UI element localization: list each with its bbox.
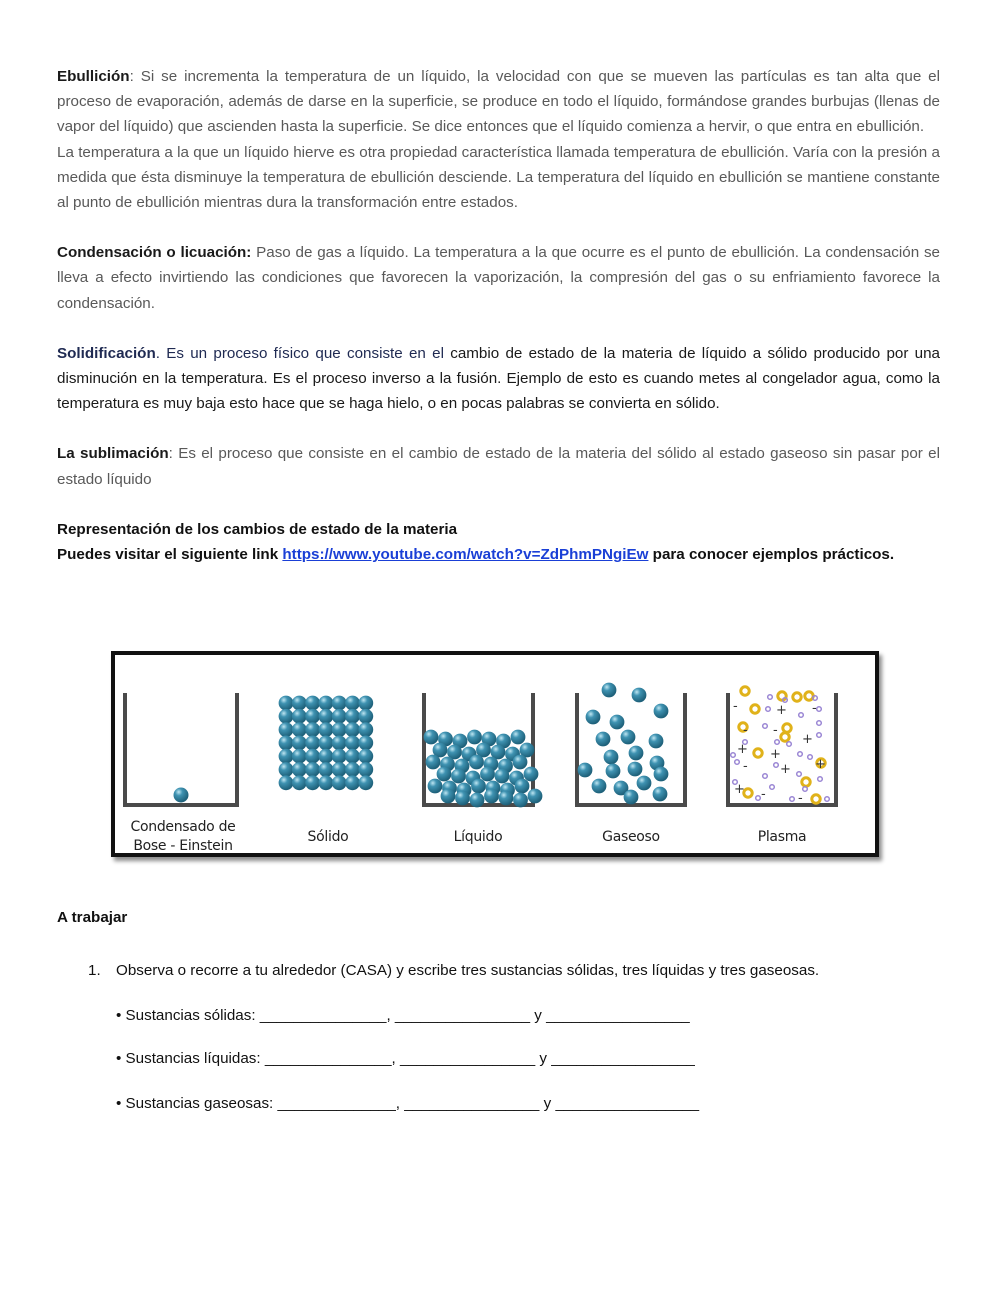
svg-text:-: - [743, 723, 748, 738]
youtube-link[interactable]: https://www.youtube.com/watch?v=ZdPhmPNgiEw [282, 546, 649, 564]
solid-particle-grid [279, 696, 374, 791]
term-solidificacion: Solidificación [57, 344, 156, 362]
paragraph-ebullicion: Ebullición: Si se incrementa la temperatura de un líquido, la velocidad con que se mueven las partículas es tan alta que el proceso de evaporación, además de darse en la superficie, se produce en todo el líquido, formándose grandes burbujas (llenas de vapor del líquido) que ascienden hasta la superficie. Se dice entonces que el líquido comienza a hervir, o que entra en ebullición. [57, 68, 940, 136]
activity-section [57, 905, 940, 1112]
svg-text:-: - [812, 701, 817, 716]
container-liquid [424, 693, 543, 807]
container-gas [577, 683, 685, 805]
answer-liquid-substances[interactable]: • Sustancias líquidas: _______________, ________________ y _________________ [116, 1050, 695, 1067]
svg-text:+: + [737, 742, 748, 757]
svg-text:-: - [761, 787, 766, 802]
container-bose-einstein [125, 693, 237, 805]
paragraph-condensacion: Condensación o licuación: Paso de gas a líquido. La temperatura a la que ocurre es el punto de ebullición. La condensación se lleva a efecto invirtiendo las condiciones que favorecen la vaporización, la compresión del gas o su enfriamiento favorece la condensación. [57, 244, 940, 312]
svg-text:-: - [743, 759, 748, 774]
paragraph-ebullicion-temperature: La temperatura a la que un líquido hierve es otra propiedad característica llamada temperatura de ebullición. Varía con la presión a medida que ésta disminuye la temperatura de ebullición desciende. La temperatura del líquido en ebullición se mantiene constante al punto de ebullición mientras dura la transformación entre estados. [57, 143, 940, 212]
svg-text:+: + [770, 747, 781, 762]
svg-text:+: + [802, 732, 813, 747]
states-of-matter-figure [111, 651, 879, 857]
svg-text:+: + [780, 762, 791, 777]
activity-title: A trabajar [57, 909, 128, 926]
term-ebullicion: Ebullición [57, 68, 130, 85]
label-plasma: Plasma [757, 829, 807, 845]
answer-gas-substances[interactable]: • Sustancias gaseosas: ______________, ________________ y _________________ [116, 1095, 700, 1112]
container-plasma [728, 687, 836, 806]
svg-text:-: - [798, 791, 803, 806]
svg-text:+: + [815, 757, 826, 772]
answer-solid-substances[interactable]: • Sustancias sólidas: _______________, ________________ y _________________ [116, 1007, 690, 1024]
term-condensacion: Condensación o licuación: [57, 244, 257, 262]
paragraph-sublimacion: La sublimación: Es el proceso que consiste en el cambio de estado de la materia del sólido al estado gaseoso sin pasar por el estado líquido [57, 445, 940, 488]
term-sublimacion: La sublimación [57, 445, 169, 463]
label-gas: Gaseoso [602, 829, 660, 845]
label-liquid: Líquido [453, 829, 503, 845]
svg-text:-: - [733, 699, 738, 714]
heading-representacion: Representación de los cambios de estado de la materia [57, 520, 458, 538]
question-1: 1. Observa o recorre a tu alrededor (CASA) y escribe tres sustancias sólidas, tres líquidas y tres gaseosas. [88, 962, 820, 979]
svg-text:-: - [773, 723, 778, 738]
document-body [57, 64, 940, 568]
label-solid: Sólido [307, 829, 349, 845]
visit-link-line: Puedes visitar el siguiente link https://www.youtube.com/watch?v=ZdPhmPNgiEw para conocer ejemplos prácticos. [57, 546, 895, 564]
label-bose-einstein: Condensado de Bose - Einstein [130, 819, 236, 854]
svg-text:+: + [776, 703, 787, 718]
svg-text:+: + [734, 782, 745, 797]
paragraph-solidificacion: Solidificación. Es un proceso físico que consiste en el cambio de estado de la materia de líquido a sólido producido por una disminución en la temperatura. Es el proceso inverso a la fusión. Ejemplo de esto es cuando metes al congelador agua, como la temperatura es muy baja esto hace que se haga hielo, o en pocas palabras se convierta en sólido. [57, 344, 940, 413]
